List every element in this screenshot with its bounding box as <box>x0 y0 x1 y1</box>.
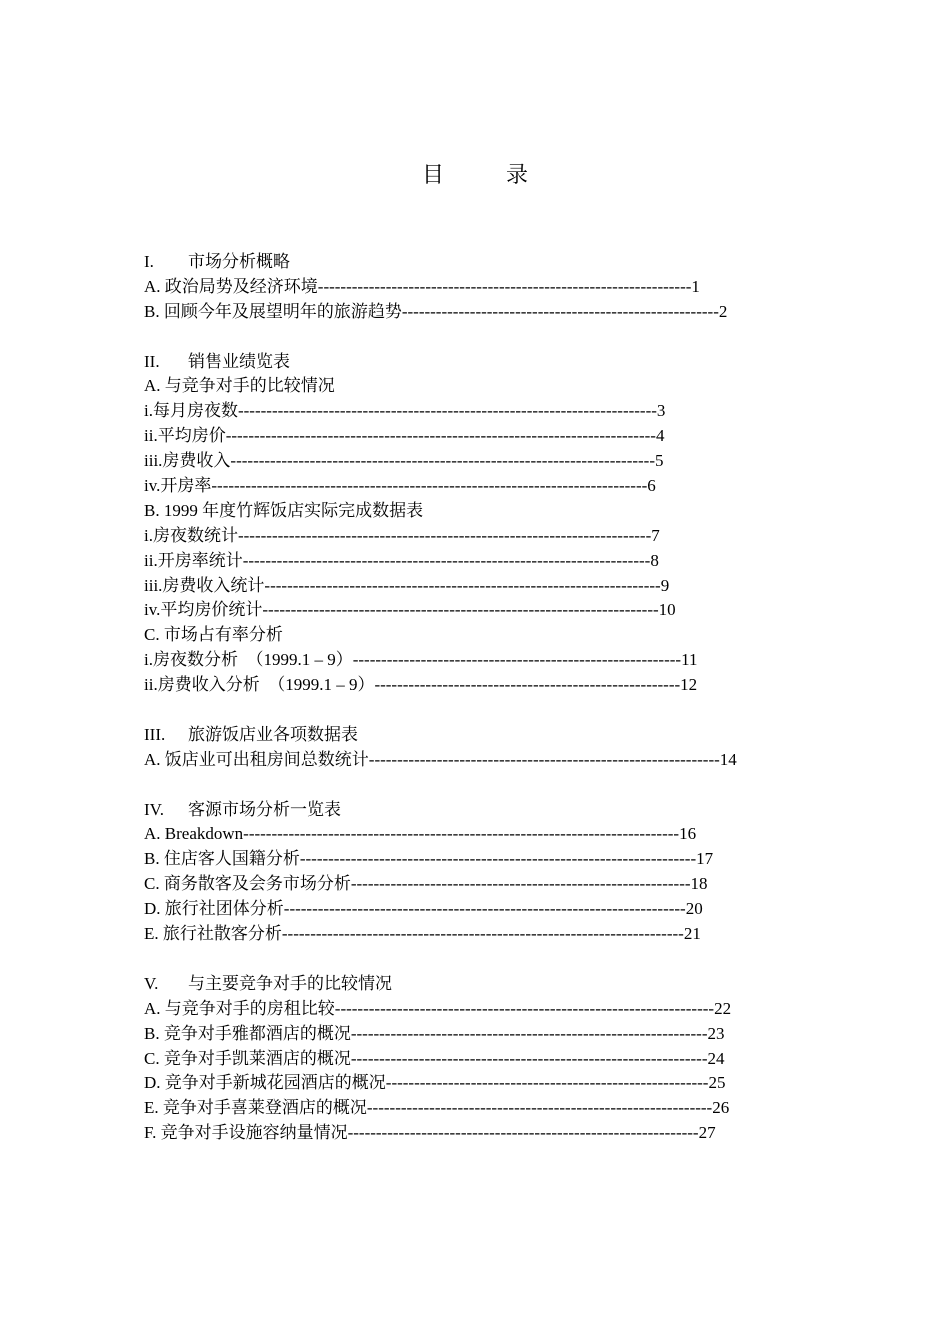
page-number: 26 <box>712 1098 730 1118</box>
toc-entry[interactable]: i.房夜数统计-------------------------------------------------------------------------7 <box>144 525 660 545</box>
table-of-contents <box>144 250 844 1146</box>
toc-entry[interactable]: E. 竞争对手喜莱登酒店的概况-------------------------------------------------------------26 <box>144 1098 730 1118</box>
toc-entry[interactable]: E. 旅行社散客分析-----------------------------------------------------------------------21 <box>144 924 701 944</box>
page-number: 22 <box>714 998 732 1018</box>
page-number: 11 <box>681 650 698 670</box>
toc-entry[interactable]: ii.开房率统计------------------------------------------------------------------------8 <box>144 550 659 570</box>
toc-entry[interactable]: D. 竞争对手新城花园酒店的概况---------------------------------------------------------25 <box>144 1073 726 1093</box>
page-number: 14 <box>719 749 737 769</box>
toc-entry[interactable]: A. 饭店业可出租房间总数统计--------------------------------------------------------------14 <box>144 749 737 769</box>
page-number: 10 <box>658 600 676 620</box>
toc-entry[interactable]: F. 竞争对手设施容纳量情况--------------------------------------------------------------27 <box>144 1123 716 1143</box>
page-number: 8 <box>650 550 659 570</box>
page-number: 1 <box>691 276 700 296</box>
page-number: 9 <box>660 575 670 595</box>
section-heading-4: IV. 客源市场分析一览表 <box>144 799 341 819</box>
section-heading-3: III. 旅游饭店业各项数据表 <box>144 724 358 744</box>
toc-entry[interactable]: B. 住店客人国籍分析----------------------------------------------------------------------17 <box>144 849 714 869</box>
section-heading-5: V. 与主要竞争对手的比较情况 <box>144 973 392 993</box>
toc-entry[interactable]: A. Breakdown-----------------------------------------------------------------------------16 <box>144 824 697 844</box>
page-number: 24 <box>707 1048 725 1068</box>
page-number: 25 <box>708 1073 726 1093</box>
page-number: 5 <box>655 451 664 471</box>
page-title <box>0 158 950 189</box>
subsection-heading: A. 与竞争对手的比较情况 <box>144 376 335 396</box>
page-number: 18 <box>690 874 708 894</box>
subsection-heading: B. 1999 年度竹辉饭店实际完成数据表 <box>144 500 424 520</box>
toc-entry[interactable]: iii.房费收入---------------------------------------------------------------------------5 <box>144 451 664 471</box>
toc-entry[interactable]: D. 旅行社团体分析-----------------------------------------------------------------------20 <box>144 899 703 919</box>
subsection-heading: C. 市场占有率分析 <box>144 625 283 645</box>
page-number: 27 <box>698 1123 716 1143</box>
toc-entry[interactable]: B. 回顾今年及展望明年的旅游趋势--------------------------------------------------------2 <box>144 301 728 321</box>
page-number: 6 <box>647 476 656 496</box>
title-char-1: 目 <box>421 162 444 187</box>
page-number: 23 <box>707 1023 725 1043</box>
page-number: 20 <box>685 899 703 919</box>
page-number: 7 <box>651 525 660 545</box>
toc-entry[interactable]: iv.开房率-----------------------------------------------------------------------------6 <box>144 476 656 496</box>
toc-entry[interactable]: i.房夜数分析 （1999.1 – 9）----------------------------------------------------------11 <box>144 650 698 670</box>
toc-entry[interactable]: A. 与竞争对手的房租比较-------------------------------------------------------------------22 <box>144 998 732 1018</box>
page-number: 2 <box>718 301 728 321</box>
toc-entry[interactable]: iii.房费收入统计----------------------------------------------------------------------9 <box>144 575 670 595</box>
toc-entry[interactable]: B. 竞争对手雅都酒店的概况---------------------------------------------------------------23 <box>144 1023 725 1043</box>
section-heading-2: II. 销售业绩览表 <box>144 351 290 371</box>
page-number: 12 <box>680 675 698 695</box>
page-number: 3 <box>656 401 666 421</box>
toc-entry[interactable]: ii.房费收入分析 （1999.1 – 9）------------------------------------------------------12 <box>144 675 698 695</box>
page-number: 17 <box>696 849 714 869</box>
toc-entry[interactable]: iv.平均房价统计----------------------------------------------------------------------10 <box>144 600 676 620</box>
section-heading-1: I. 市场分析概略 <box>144 252 290 271</box>
page-number: 21 <box>683 924 701 944</box>
toc-entry[interactable]: ii.平均房价----------------------------------------------------------------------------4 <box>144 426 665 446</box>
toc-entry[interactable]: A. 政治局势及经济环境------------------------------------------------------------------1 <box>144 276 700 296</box>
toc-entry[interactable]: i.每月房夜数--------------------------------------------------------------------------3 <box>144 401 666 421</box>
title-char-2: 录 <box>506 162 529 187</box>
toc-entry[interactable]: C. 商务散客及会务市场分析------------------------------------------------------------18 <box>144 874 708 894</box>
page-number: 4 <box>655 426 665 446</box>
toc-entry[interactable]: C. 竞争对手凯莱酒店的概况---------------------------------------------------------------24 <box>144 1048 725 1068</box>
page-number: 16 <box>679 824 697 844</box>
